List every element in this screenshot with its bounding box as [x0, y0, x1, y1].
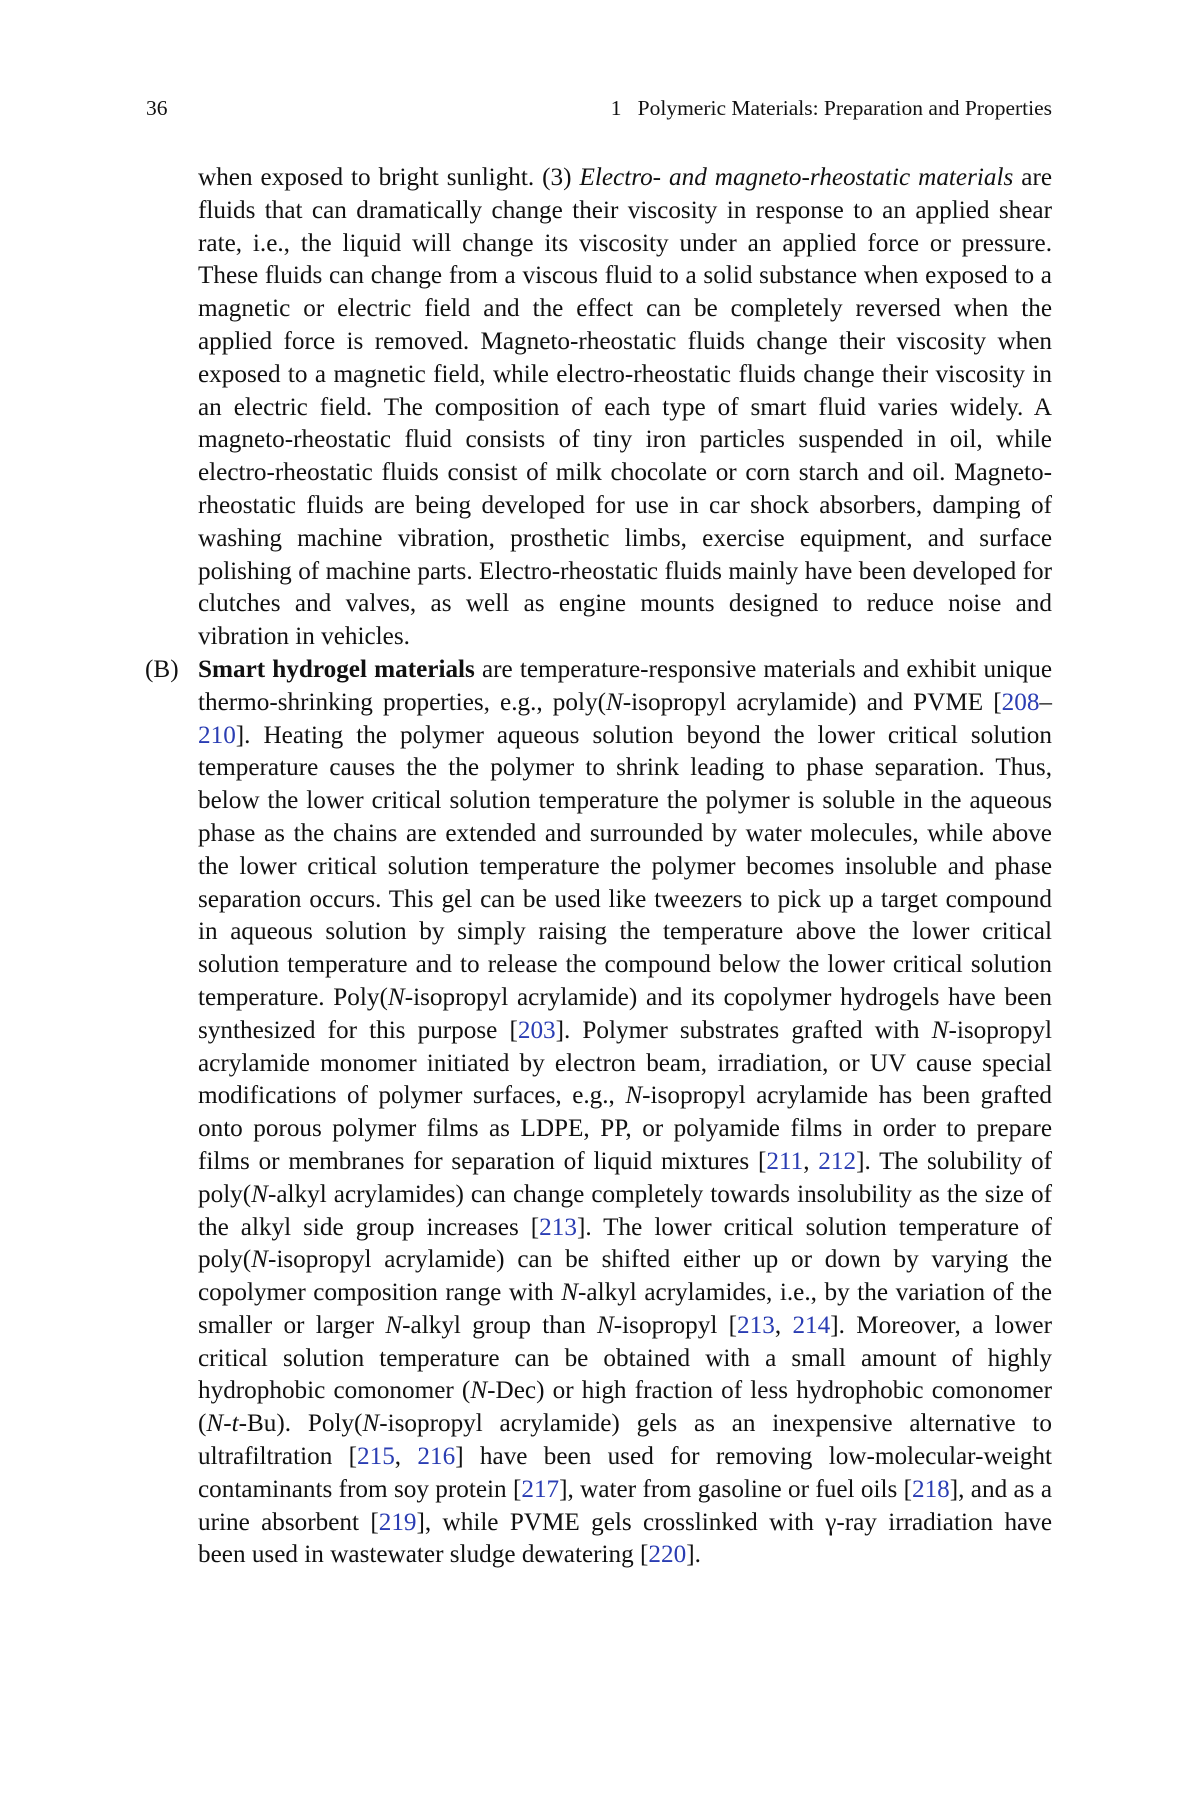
- citation-link[interactable]: 216: [417, 1443, 456, 1471]
- list-label-b: (B): [145, 655, 179, 683]
- citation-link[interactable]: 211: [766, 1147, 804, 1175]
- citation-link[interactable]: 210: [198, 721, 236, 749]
- page-number: 36: [146, 96, 168, 120]
- list-item-b: (B) Smart hydrogel materials are temperature-responsive materials and exhibit unique thermo-shrinking properties, e.g., poly(N-isopropyl acrylamide) and PVME [208–210]. Heating the polymer aqueous solution beyond the lower critical solution temperature causes the the polymer to shrink leading to phase separation. Thus, below the lower critical solution temperature the polymer is soluble in the aqueous phase as the chains are extended and surrounded by water molecules, while above the lower critical solution temperature the polymer becomes insoluble and phase separation occurs. This gel can be used like tweezers to pick up a target compound in aqueous solution by simply raising the temperature above the lower critical solution temperature and to release the compound below the lower critical solution temperature. Poly(N-isopropyl acrylamide) and its copolymer hydrogels have been synthesized for this purpose [203]. Polymer substrates grafted with N-isopropyl acrylamide monomer initiated by electron beam, irradiation, or UV cause special modifications of polymer surfaces, e.g., N-isopropyl acrylamide has been grafted onto porous polymer films as LDPE, PP, or polyamide films in order to prepare films or membranes for separation of liquid mixtures [211, 212]. The solubility of poly(N-alkyl acrylamides) can change completely towards insolubility as the size of the alkyl side group increases [213]. The lower critical solution temperature of poly(N-isopropyl acrylamide) can be shifted either up or down by varying the copolymer composition range with N-alkyl acrylamides, i.e., by the variation of the smaller or larger N-alkyl group than N-isopropyl [213, 214]. Moreover, a lower critical solution temperature can be obtained with a small amount of highly hydrophobic comonomer (N-Dec) or high fraction of less hydrophobic comonomer (N-t-Bu). Poly(N-isopropyl acrylamide) gels as an inexpensive alternative to ultrafiltration [215, 216] have been used for removing low-molecular-weight contaminants from soy protein [217], water from gasoline or fuel oils [218], and as a urine absorbent [219], while PVME gels crosslinked with γ-ray irradiation have been used in wastewater sludge dewatering [220].: [145, 655, 1053, 1569]
- item-heading: Smart hydrogel materials: [198, 655, 475, 683]
- citation-link[interactable]: 218: [911, 1475, 950, 1503]
- term-electro-magneto-rheostatic: Electro- and magneto-rheostatic materials: [579, 164, 1014, 191]
- citation-link[interactable]: 220: [648, 1541, 687, 1569]
- citation-link[interactable]: 214: [792, 1311, 831, 1339]
- citation-link[interactable]: 219: [378, 1508, 417, 1536]
- citation-link[interactable]: 213: [737, 1311, 775, 1339]
- citation-link[interactable]: 217: [521, 1475, 560, 1503]
- citation-link[interactable]: 213: [539, 1213, 577, 1241]
- citation-link[interactable]: 203: [517, 1016, 556, 1044]
- citation-link[interactable]: 208: [1001, 688, 1040, 716]
- body-text: [145, 162, 1053, 1572]
- continuation-paragraph: when exposed to bright sunlight. (3) Electro- and magneto-rheostatic materials are fluids that can dramatically change their viscosity in response to an applied shear rate, i.e., the liquid will change its viscosity under an applied force or pressure. These fluids can change from a viscous fluid to a solid substance when exposed to a magnetic or electric field and the effect can be completely reversed when the applied force is removed. Magneto-rheostatic fluids change their viscosity when exposed to a magnetic field, while electro-rheostatic fluids change their viscosity in an electric field. The composition of each type of smart fluid varies widely. A magneto-rheostatic fluid consists of tiny iron particles suspended in oil, while electro-rheostatic fluids consist of milk chocolate or corn starch and oil. Magneto-rheostatic fluids are being developed for use in car shock absorbers, damping of washing machine vibration, prosthetic limbs, exercise equipment, and surface polishing of machine parts. Electro-rheostatic fluids mainly have been developed for clutches and valves, as well as engine mounts designed to reduce noise and vibration in vehicles.: [198, 164, 1053, 651]
- chapter-title: 1 Polymeric Materials: Preparation and Properties: [610, 96, 1052, 120]
- citation-link[interactable]: 215: [357, 1443, 395, 1471]
- citation-link[interactable]: 212: [818, 1147, 857, 1175]
